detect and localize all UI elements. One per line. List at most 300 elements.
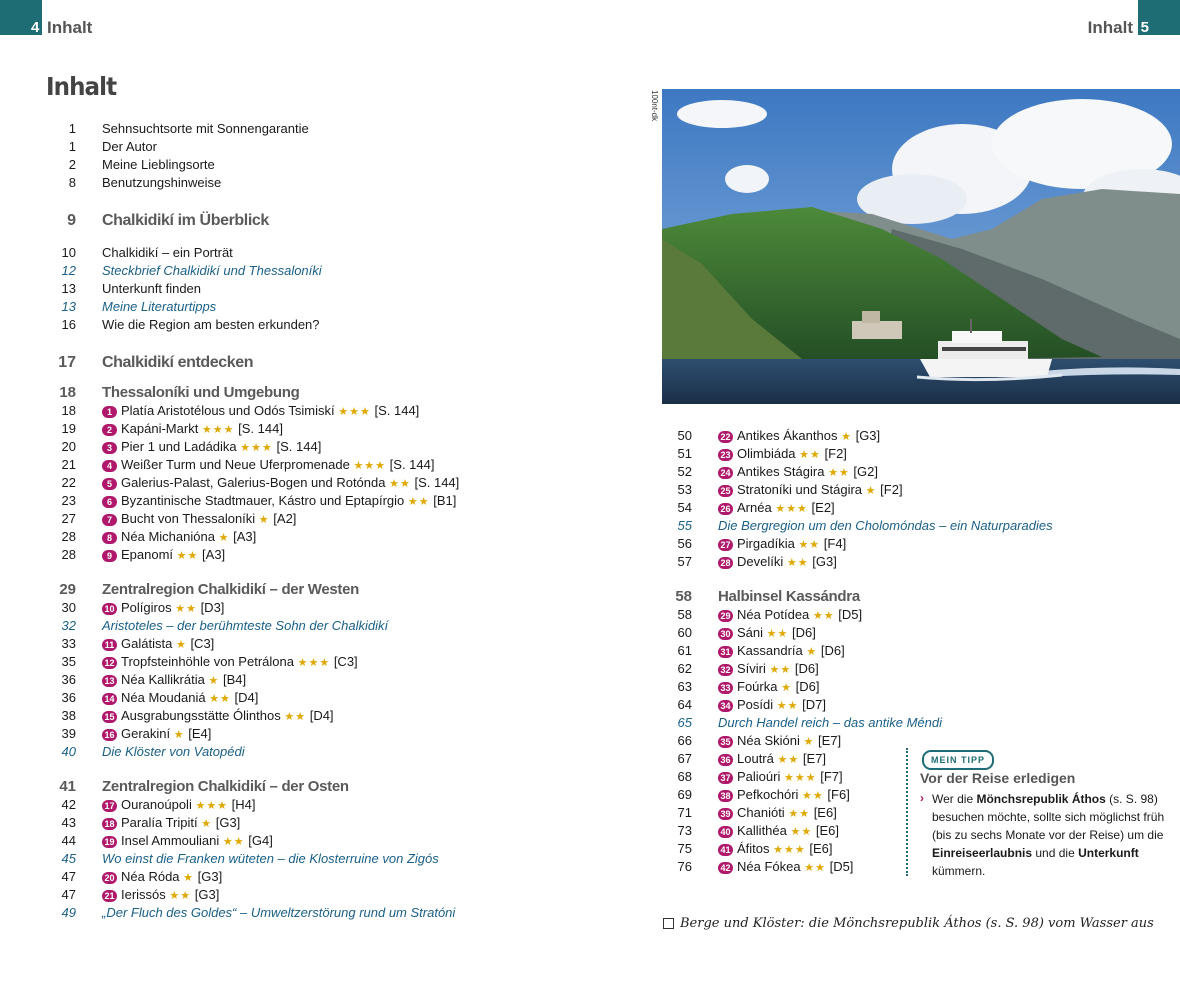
map-reference: [E6] — [813, 805, 837, 820]
toc-entry-title: Néa Michanióna — [121, 529, 215, 544]
toc-entry-text — [102, 510, 296, 529]
star-rating-icon: ★★★ — [201, 424, 235, 436]
toc-entry-text — [102, 689, 258, 708]
star-rating-icon: ★★ — [284, 711, 307, 723]
toc-page-number: 19 — [61, 421, 76, 436]
toc-entry-title: Platía Aristotélous und Odós Tsimiskí — [121, 403, 335, 418]
poi-number-badge: 41 — [718, 844, 733, 856]
toc-entry-text — [102, 384, 300, 402]
toc-page-number: 62 — [677, 661, 692, 676]
toc-entry-text — [102, 120, 309, 138]
poi-number-badge: 7 — [102, 514, 117, 526]
toc-page-number: 44 — [61, 833, 76, 848]
map-reference: [G3] — [194, 887, 220, 902]
toc-entry-title: Chalkidikí – ein Porträt — [102, 245, 233, 260]
toc-entry-text — [102, 316, 320, 334]
star-rating-icon: ★★ — [776, 700, 799, 712]
toc-entry — [662, 786, 912, 804]
toc-entry — [46, 671, 636, 689]
poi-number-badge: 30 — [718, 628, 733, 640]
star-rating-icon: ★★★ — [783, 772, 817, 784]
toc-entry-text — [102, 671, 246, 690]
poi-number-badge: 28 — [718, 557, 733, 569]
toc-entry — [662, 606, 912, 624]
star-rating-icon: ★★★ — [338, 406, 371, 418]
toc-entry-title: Loutrá — [737, 751, 774, 766]
toc-entry-text — [102, 156, 215, 174]
toc-entry-title: Zentralregion Chalkidikí – der Osten — [102, 778, 349, 795]
toc-page-number: 36 — [61, 690, 76, 705]
toc-entry-title: Pier 1 und Ladádika — [121, 439, 237, 454]
poi-number-badge: 23 — [718, 449, 733, 461]
map-reference: [D6] — [794, 661, 819, 676]
toc-page-number: 22 — [61, 475, 76, 490]
toc-entry-title: Néa Potídea — [737, 607, 810, 622]
toc-entry-title: Wie die Region am besten erkunden? — [102, 317, 320, 332]
toc-entry-title: Chalkidikí im Überblick — [102, 212, 269, 229]
tip-heading: Vor der Reise erledigen — [920, 770, 1076, 786]
map-reference: [G2] — [853, 464, 878, 479]
toc-entry — [662, 499, 912, 517]
toc-page-number: 61 — [677, 643, 692, 658]
map-reference: [D6] — [792, 625, 816, 640]
toc-entry-title: Palioúri — [737, 769, 781, 784]
star-rating-icon: ★★ — [788, 808, 811, 820]
toc-entry-title: Néa Skióni — [737, 733, 800, 748]
toc-entry-text — [102, 581, 359, 599]
toc-entry-title: Ierissós — [121, 887, 166, 902]
map-reference: [A3] — [233, 529, 257, 544]
toc-entry-text — [718, 732, 841, 751]
star-rating-icon: ★★ — [777, 754, 800, 766]
toc-entry — [46, 156, 636, 174]
toc-page-number: 30 — [61, 600, 76, 615]
toc-entry — [662, 822, 912, 840]
toc-entry-title: Kapáni-Markt — [121, 421, 199, 436]
toc-entry-text — [102, 796, 256, 815]
tip-text: Wer die Mönchsrepublik Áthos (s. S. 98) besuchen möchte, sollte sich möglichst früh (bis zu sechs Monate vor der Reise) um die Einreiseerlaubnis und die Unterkunft kümmern. — [932, 792, 1165, 878]
map-reference: [E6] — [809, 841, 833, 856]
star-rating-icon: ★ — [258, 514, 270, 526]
toc-entry — [46, 402, 636, 420]
star-rating-icon: ★ — [841, 431, 852, 443]
star-rating-icon: ★★ — [209, 693, 231, 705]
poi-number-badge: 42 — [718, 862, 733, 874]
toc-entry-text — [718, 840, 832, 859]
toc-entry-text — [718, 786, 850, 805]
map-reference: [S. 144] — [374, 403, 420, 418]
toc-entry-text — [102, 138, 157, 156]
map-reference: [E6] — [815, 823, 839, 838]
toc-entry-text — [102, 832, 273, 851]
toc-entry-text — [102, 546, 225, 565]
toc-entry — [662, 750, 912, 768]
map-reference: [D4] — [234, 690, 259, 705]
toc-entry — [662, 714, 943, 732]
toc-entry — [662, 535, 912, 553]
star-rating-icon: ★★ — [169, 890, 192, 902]
toc-entry-title: Weißer Turm und Neue Uferpromenade — [121, 457, 350, 472]
map-reference: [D5] — [829, 859, 854, 874]
map-reference: [D4] — [309, 708, 334, 723]
poi-number-badge: 17 — [102, 800, 117, 812]
toc-entry — [46, 743, 636, 761]
toc-entry-text — [102, 174, 221, 192]
toc-entry-text — [102, 456, 434, 475]
toc-entry-title: Gerakiní — [121, 726, 171, 741]
toc-page-number: 13 — [61, 299, 76, 314]
toc-entry-title: Pirgadíkia — [737, 536, 795, 551]
toc-entry — [46, 886, 636, 904]
toc-page-number: 66 — [677, 733, 692, 748]
toc-page-number: 39 — [61, 726, 76, 741]
poi-number-badge: 35 — [718, 736, 733, 748]
toc-entry-text — [718, 750, 826, 769]
toc-entry-text — [102, 707, 334, 726]
poi-number-badge: 27 — [718, 539, 733, 551]
toc-entry — [46, 796, 636, 814]
toc-entry-text — [102, 262, 322, 280]
toc-entry-text — [102, 474, 459, 493]
toc-entry — [46, 707, 636, 725]
poi-number-badge: 36 — [718, 754, 733, 766]
toc-page-number: 63 — [677, 679, 692, 694]
toc-entry — [46, 262, 636, 280]
star-rating-icon: ★★ — [790, 826, 813, 838]
map-reference: [F7] — [820, 769, 843, 784]
toc-entry-text — [102, 635, 214, 654]
toc-entry — [46, 420, 636, 438]
toc-entry-text — [102, 904, 455, 922]
toc-entry-title: Néa Fókea — [737, 859, 801, 874]
toc-entry — [46, 138, 636, 156]
toc-page-number: 12 — [61, 263, 76, 278]
toc-entry-text — [102, 778, 349, 796]
toc-entry-title: Halbinsel Kassándra — [718, 588, 860, 605]
toc-entry-text — [718, 822, 839, 841]
toc-section-heading — [46, 210, 636, 232]
toc-entry — [46, 298, 636, 316]
toc-entry-title: Aristoteles – der berühmteste Sohn der Chalkidikí — [102, 618, 389, 633]
toc-entry — [662, 463, 912, 481]
poi-number-badge: 18 — [102, 818, 117, 830]
toc-entry-text — [718, 588, 860, 606]
toc-entry-title: Pefkochóri — [737, 787, 799, 802]
toc-region-heading — [46, 581, 636, 599]
toc-entry — [46, 599, 636, 617]
toc-page-number: 54 — [677, 500, 692, 515]
running-head-right: Inhalt — [1087, 18, 1133, 37]
star-rating-icon: ★★ — [766, 628, 789, 640]
toc-entry — [46, 510, 636, 528]
toc-entry — [662, 660, 912, 678]
poi-number-badge: 19 — [102, 836, 117, 848]
map-reference: [G3] — [197, 869, 223, 884]
toc-page-number: 10 — [61, 245, 76, 260]
map-reference: [D6] — [820, 643, 845, 658]
toc-page-number: 18 — [59, 384, 76, 401]
toc-page-number: 49 — [61, 905, 76, 920]
toc-page-number: 41 — [59, 778, 76, 795]
poi-number-badge: 26 — [718, 503, 733, 515]
map-reference: [D3] — [200, 600, 225, 615]
toc-region-heading — [662, 588, 912, 606]
star-rating-icon: ★★ — [407, 496, 430, 508]
toc-entry-title: Meine Lieblingsorte — [102, 157, 215, 172]
toc-entry — [46, 546, 636, 564]
toc-entry-title: Wo einst die Franken wüteten – die Klosterruine von Zigós — [102, 851, 439, 866]
toc-entry-title: Epanomí — [121, 547, 174, 562]
map-reference: [B1] — [433, 493, 457, 508]
toc-section-heading — [46, 352, 636, 374]
star-rating-icon: ★ — [806, 646, 818, 658]
toc-entry — [662, 427, 912, 445]
toc-entry-title: „Der Fluch des Goldes“ – Umweltzerstörung rund um Stratóni — [102, 905, 456, 920]
toc-entry-text — [718, 858, 853, 877]
toc-entry-title: Galerius-Palast, Galerius-Bogen und Rotónda — [121, 475, 386, 490]
toc-page-number: 50 — [677, 428, 692, 443]
toc-entry-text — [718, 499, 835, 518]
toc-entry — [46, 316, 636, 334]
toc-page-number: 27 — [61, 511, 76, 526]
toc-entry-title: Meine Literaturtipps — [102, 299, 217, 314]
map-reference: [E7] — [818, 733, 842, 748]
toc-region-heading — [46, 778, 636, 796]
toc-entry-title: Síviri — [737, 661, 766, 676]
toc-entry-text — [718, 427, 880, 446]
star-rating-icon: ★★ — [175, 603, 197, 615]
toc-page-number: 21 — [61, 457, 76, 472]
toc-entry-title: Benutzungshinweise — [102, 175, 222, 190]
map-reference: [C3] — [333, 654, 358, 669]
map-reference: [G3] — [855, 428, 881, 443]
toc-entry — [46, 689, 636, 707]
star-rating-icon: ★★★ — [773, 844, 806, 856]
toc-entry-title: Die Bergregion um den Cholomóndas – ein Naturparadies — [718, 518, 1053, 533]
toc-entry-title: Arnéa — [737, 500, 772, 515]
star-rating-icon: ★★ — [804, 862, 826, 874]
toc-entry — [46, 635, 636, 653]
toc-entry-text — [718, 768, 843, 787]
map-reference: [D7] — [802, 697, 826, 712]
poi-number-badge: 24 — [718, 467, 733, 479]
toc-page-number: 52 — [677, 464, 692, 479]
star-rating-icon: ★★ — [222, 836, 245, 848]
map-reference: [D6] — [795, 679, 820, 694]
toc-entry-title: Ausgrabungsstätte Ólinthos — [121, 708, 281, 723]
toc-entry-text — [102, 814, 240, 833]
poi-number-badge: 1 — [102, 406, 117, 418]
star-rating-icon: ★★ — [389, 478, 411, 490]
toc-page-number: 18 — [61, 403, 76, 418]
toc-entry-title: Tropfsteinhöhle von Petrálona — [121, 654, 294, 669]
toc-page-number: 43 — [61, 815, 76, 830]
cover-photo — [662, 89, 1180, 404]
toc-entry-title: Bucht von Thessaloníki — [121, 511, 256, 526]
toc-page-number: 17 — [58, 354, 76, 371]
toc-entry-text — [718, 481, 903, 500]
toc-entry-title: Ouranoúpoli — [121, 797, 192, 812]
poi-number-badge: 15 — [102, 711, 117, 723]
toc-entry — [662, 804, 912, 822]
toc-page-number: 55 — [677, 518, 692, 533]
chevron-right-icon: › — [920, 791, 924, 805]
toc-entry — [662, 732, 912, 750]
star-rating-icon: ★★ — [828, 467, 850, 479]
toc-entry-text — [718, 624, 816, 643]
toc-page-number: 51 — [677, 446, 692, 461]
page-title: Inhalt — [46, 72, 117, 101]
poi-number-badge: 21 — [102, 890, 117, 902]
toc-entry-title: Antikes Ákanthos — [737, 428, 838, 443]
toc-entry-title: Galátista — [121, 636, 173, 651]
toc-entry — [662, 624, 912, 642]
toc-entry-text — [102, 492, 456, 511]
toc-page-number: 23 — [61, 493, 76, 508]
poi-number-badge: 38 — [718, 790, 733, 802]
map-reference: [E7] — [802, 751, 826, 766]
poi-number-badge: 16 — [102, 729, 117, 741]
photo-credit: 100nt-dk — [650, 90, 659, 122]
toc-entry — [46, 528, 636, 546]
poi-number-badge: 14 — [102, 693, 117, 705]
toc-entry-title: Develíki — [737, 554, 784, 569]
map-reference: [S. 144] — [276, 439, 322, 454]
toc-entry-title: Posídi — [737, 697, 774, 712]
toc-entry-text — [718, 535, 846, 554]
toc-page-number: 47 — [61, 887, 76, 902]
star-rating-icon: ★★★ — [195, 800, 229, 812]
toc-entry — [46, 438, 636, 456]
toc-entry-title: Zentralregion Chalkidikí – der Westen — [102, 581, 360, 598]
toc-entry — [46, 120, 636, 138]
poi-number-badge: 3 — [102, 442, 117, 454]
map-reference: [H4] — [231, 797, 256, 812]
toc-entry-title: Chalkidikí entdecken — [102, 354, 254, 371]
toc-page-number: 1 — [68, 139, 76, 154]
page-number-left: 4 — [31, 19, 40, 36]
toc-page-number: 58 — [675, 588, 692, 605]
toc-entry-title: Áfitos — [737, 841, 770, 856]
toc-region-heading — [46, 384, 636, 402]
toc-entry-text — [718, 714, 942, 732]
toc-entry — [46, 280, 636, 298]
toc-page-number: 32 — [61, 618, 76, 633]
toc-entry-title: Antikes Stágira — [737, 464, 825, 479]
poi-number-badge: 32 — [718, 664, 733, 676]
toc-page-number: 8 — [68, 175, 76, 190]
star-rating-icon: ★ — [865, 485, 877, 497]
toc-entry-text — [718, 678, 819, 697]
toc-left-column — [46, 120, 636, 922]
running-head-left: Inhalt — [47, 18, 93, 37]
toc-entry-text — [718, 553, 837, 572]
toc-entry — [46, 814, 636, 832]
toc-entry — [46, 174, 636, 192]
toc-page-number: 28 — [61, 547, 76, 562]
toc-page-number: 65 — [677, 715, 692, 730]
map-reference: [E2] — [811, 500, 835, 515]
toc-entry-text — [102, 528, 256, 547]
map-reference: [B4] — [222, 672, 247, 687]
toc-page-number: 58 — [677, 607, 692, 622]
toc-entry — [46, 456, 636, 474]
toc-entry-text — [102, 886, 219, 905]
star-rating-icon: ★★ — [798, 539, 821, 551]
toc-entry-title: Unterkunft finden — [102, 281, 202, 296]
toc-entry-title: Steckbrief Chalkidikí und Thessaloníki — [102, 263, 322, 278]
star-rating-icon: ★ — [208, 675, 220, 687]
tip-badge: MEIN TIPP — [922, 750, 994, 770]
toc-entry-title: Polígiros — [121, 600, 172, 615]
poi-number-badge: 31 — [718, 646, 733, 658]
toc-entry-text — [102, 280, 201, 298]
toc-entry-text — [102, 420, 283, 439]
toc-page-number: 64 — [677, 697, 692, 712]
star-rating-icon: ★ — [781, 682, 792, 694]
toc-page-number: 36 — [61, 672, 76, 687]
toc-page-number: 38 — [61, 708, 76, 723]
toc-entry — [46, 492, 636, 510]
toc-entry-title: Néa Róda — [121, 869, 180, 884]
poi-number-badge: 11 — [102, 639, 117, 651]
page-number-right: 5 — [1140, 19, 1149, 36]
toc-entry-title: Olimbiáda — [737, 446, 796, 461]
toc-page-number: 71 — [677, 805, 692, 820]
map-reference: [G3] — [215, 815, 241, 830]
poi-number-badge: 22 — [718, 431, 733, 443]
toc-entry-title: Durch Handel reich – das antike Méndi — [718, 715, 943, 730]
toc-entry-text — [102, 402, 419, 421]
map-reference: [S. 144] — [414, 475, 460, 490]
toc-entry-title: Paralía Tripití — [121, 815, 198, 830]
poi-number-badge: 9 — [102, 550, 117, 562]
star-rating-icon: ★ — [183, 872, 195, 884]
poi-number-badge: 37 — [718, 772, 733, 784]
toc-entry-text — [102, 352, 253, 374]
star-rating-icon: ★★ — [799, 449, 821, 461]
toc-entry-text — [718, 804, 837, 823]
poi-number-badge: 10 — [102, 603, 117, 615]
toc-entry-title: Chanióti — [737, 805, 785, 820]
toc-entry — [46, 474, 636, 492]
map-reference: [A2] — [273, 511, 297, 526]
toc-entry-text — [102, 653, 358, 672]
star-rating-icon: ★★★ — [240, 442, 273, 454]
caption-arrow-icon — [663, 918, 674, 929]
toc-entry — [46, 850, 636, 868]
toc-page-number: 1 — [68, 121, 76, 136]
toc-page-number: 69 — [677, 787, 692, 802]
toc-page-number: 42 — [61, 797, 76, 812]
star-rating-icon: ★ — [173, 729, 185, 741]
toc-entry — [46, 832, 636, 850]
toc-entry-text — [718, 642, 845, 661]
toc-entry — [662, 481, 912, 499]
toc-entry-title: Foúrka — [737, 679, 778, 694]
toc-page-number: 29 — [59, 581, 76, 598]
star-rating-icon: ★★ — [802, 790, 824, 802]
toc-entry-text — [102, 850, 439, 868]
poi-number-badge: 34 — [718, 700, 733, 712]
poi-number-badge: 33 — [718, 682, 733, 694]
toc-entry-text — [718, 445, 847, 464]
tip-box — [906, 748, 1178, 876]
poi-number-badge: 4 — [102, 460, 117, 472]
star-rating-icon: ★★★ — [775, 503, 808, 515]
toc-page-number: 45 — [61, 851, 76, 866]
star-rating-icon: ★ — [803, 736, 815, 748]
